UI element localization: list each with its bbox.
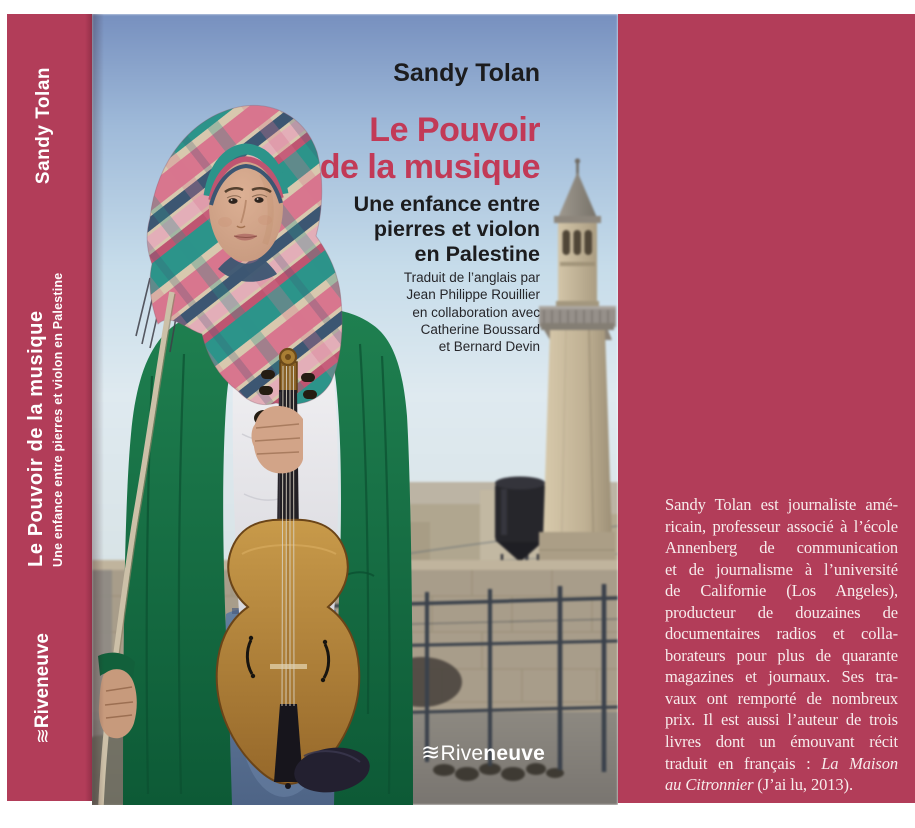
credit-line: Traduit de l’anglais par <box>403 270 540 285</box>
credit-line: et Bernard Devin <box>438 339 540 355</box>
bio-line: vaux ont remporté de nombreux <box>665 688 898 708</box>
bio-book-title: La Maison <box>821 753 898 773</box>
bio-line: livres dont un émouvant récit <box>665 732 898 752</box>
spine-author: Sandy Tolan <box>33 67 54 185</box>
bio-line: ricain, professeur associé à l’école <box>665 516 898 536</box>
riveneuve-wave-icon: ≋ <box>32 728 54 744</box>
credit-line: en collaboration avec <box>412 304 540 320</box>
back-cover-panel <box>618 14 915 803</box>
water-tank <box>495 477 545 571</box>
hand-holding-strap <box>99 669 137 738</box>
credit-line: Jean Philippe Rouillier <box>406 287 540 303</box>
cover-subtitle-line2: pierres et violon <box>373 217 540 241</box>
bio-line: borateurs pour plus de quarante <box>665 645 898 665</box>
cover-title-line1: Le Pouvoir <box>369 111 540 149</box>
bio-line: magazines et journaux. Ses tra- <box>665 667 898 687</box>
spine-title-block <box>23 237 67 567</box>
bio-line: producteur de douzaines de <box>665 602 898 622</box>
bio-line: Annenberg de communication <box>665 538 898 558</box>
spine-title: Le Pouvoir de la musique <box>25 310 47 567</box>
bio-line: prix. Il est aussi l’auteur de trois <box>665 710 898 730</box>
publisher-name-bold: neuve <box>483 742 545 765</box>
cover-photo-illustration <box>92 14 618 805</box>
author-bio <box>665 494 898 796</box>
publisher-logo-spine <box>32 633 54 744</box>
bio-line: documentaires radios et colla- <box>665 624 898 644</box>
bio-line: Sandy Tolan est journaliste amé- <box>665 495 898 514</box>
publisher-logo-cover <box>92 740 545 766</box>
bio-line <box>665 753 898 775</box>
cover-author: Sandy Tolan <box>393 59 540 87</box>
bio-text: traduit en français : <box>665 753 822 773</box>
book-spine <box>7 14 92 801</box>
bio-line: de Californie (Los Angeles), <box>665 581 898 601</box>
publisher-name-regular: Rive <box>440 742 484 765</box>
cover-subtitle-line1: Une enfance entre <box>353 192 540 216</box>
bio-line: et de journalisme à l’université <box>665 559 898 579</box>
publisher-name-regular: Rive <box>32 687 53 729</box>
riveneuve-wave-icon: ≋ <box>421 740 441 766</box>
credit-line: Catherine Boussard <box>420 321 540 337</box>
front-cover <box>92 14 618 805</box>
publisher-name-bold: neuve <box>32 633 53 688</box>
cover-title-line2: de la musique <box>319 148 540 186</box>
bio-text: (J’ai lu, 2013). <box>753 775 853 795</box>
bio-line <box>665 774 898 796</box>
photo-left-shade <box>92 14 104 805</box>
spine-subtitle: Une enfance entre pierres et violon en Palestine <box>51 272 65 567</box>
bio-book-title: au Citronnier <box>665 775 754 795</box>
cover-subtitle-line3: en Palestine <box>414 242 540 266</box>
